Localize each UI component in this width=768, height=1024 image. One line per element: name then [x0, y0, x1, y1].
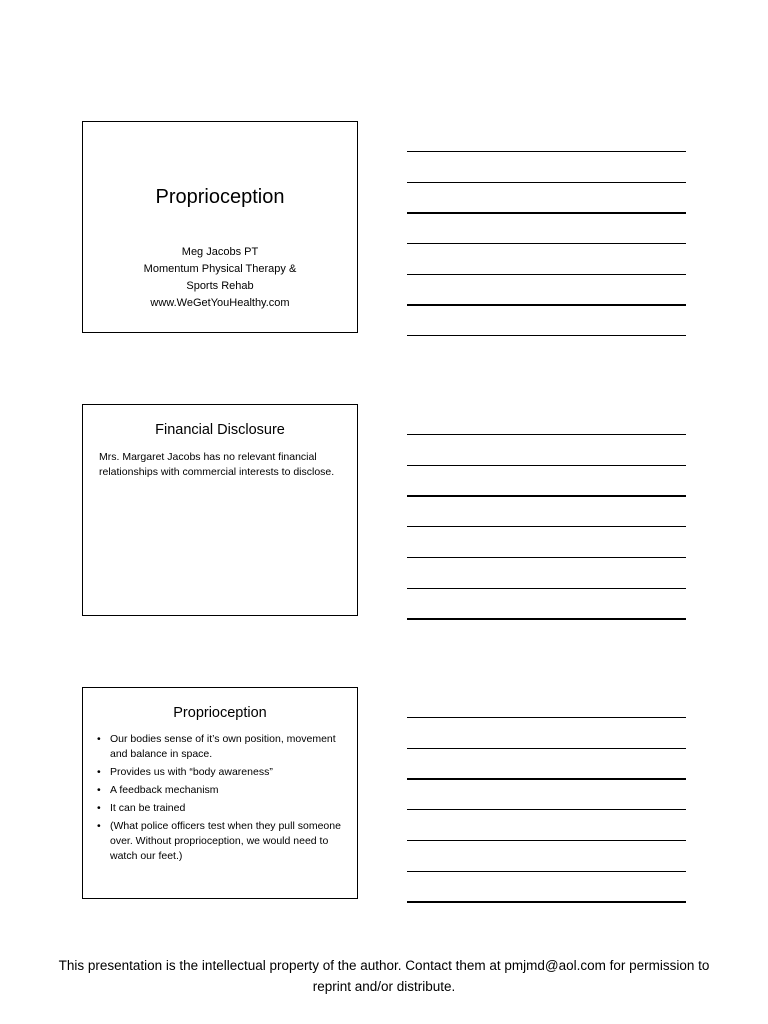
slide-title-heading: Proprioception [155, 186, 285, 208]
note-line [407, 212, 686, 214]
author-name: Meg Jacobs PT [181, 246, 259, 258]
note-line [407, 778, 686, 780]
copyright-footer: This presentation is the intellectual property of the author. Contact them at pmjmd@aol.com for permission to reprint and/or distribute. [58, 958, 710, 994]
organization-line-1: Momentum Physical Therapy & [143, 263, 297, 275]
note-line [407, 526, 686, 527]
slide-title-subtitle [83, 244, 357, 312]
note-line [407, 588, 686, 589]
note-line [407, 871, 686, 872]
note-line [407, 809, 686, 810]
slide-proprioception [82, 687, 358, 899]
website: www.WeGetYouHealthy.com [150, 297, 290, 309]
note-line [407, 618, 686, 620]
slide-heading: Proprioception [173, 705, 267, 721]
note-line [407, 495, 686, 497]
note-line [407, 304, 686, 306]
note-line [407, 465, 686, 466]
bullet-list [97, 732, 345, 864]
note-line [407, 840, 686, 841]
slide-heading: Financial Disclosure [155, 422, 285, 438]
note-line [407, 434, 686, 435]
bullet-item: • A feedback mechanism [97, 783, 345, 798]
bullet-item: • (What police officers test when they pull someone over. Without proprioception, we would need to watch our feet.) [97, 819, 345, 864]
note-line [407, 748, 686, 749]
note-line [407, 182, 686, 183]
note-line [407, 274, 686, 275]
slide-title [82, 121, 358, 333]
organization-line-2: Sports Rehab [186, 280, 254, 292]
note-line [407, 901, 686, 903]
bullet-item: • It can be trained [97, 801, 345, 816]
slide-financial-disclosure [82, 404, 358, 616]
bullet-item: • Our bodies sense of it’s own position, movement and balance in space. [97, 732, 345, 762]
note-line [407, 151, 686, 152]
note-line [407, 717, 686, 718]
note-line [407, 335, 686, 336]
note-line [407, 557, 686, 558]
slide-body-text: Mrs. Margaret Jacobs has no relevant financial relationships with commercial interests to disclose. [99, 451, 335, 478]
bullet-item: • Provides us with “body awareness” [97, 765, 345, 780]
note-line [407, 243, 686, 244]
